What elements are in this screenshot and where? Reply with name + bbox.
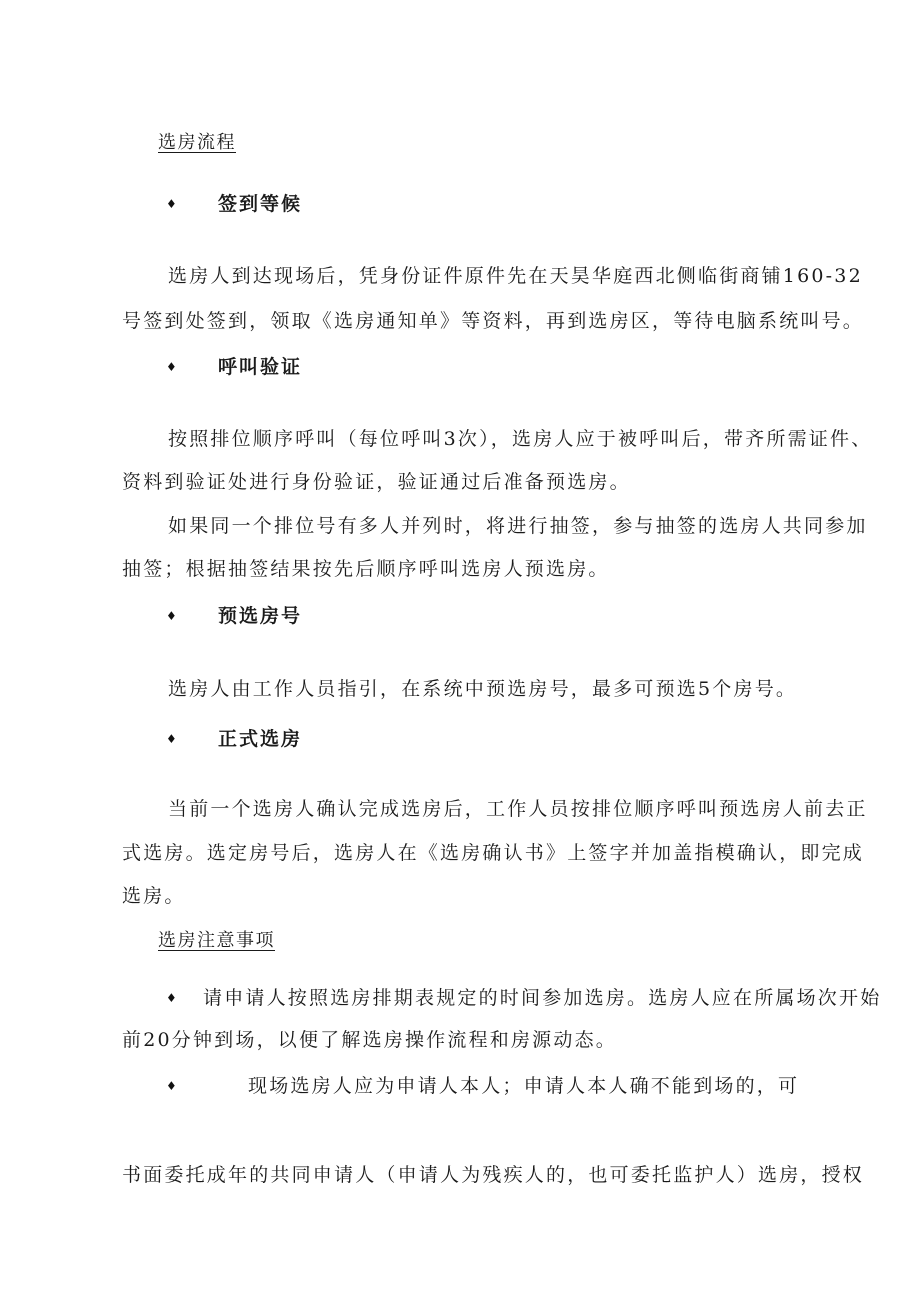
paragraph-line: 如果同一个排位号有多人并列时，将进行抽签，参与抽签的选房人共同参加 [168, 515, 868, 537]
paragraph-line: 选房人到达现场后，凭身份证件原件先在天昊华庭西北侧临街商铺160-32 [168, 265, 863, 287]
diamond-bullet-icon: ♦ [166, 991, 177, 1005]
notice-line: 书面委托成年的共同申请人（申请人为残疾人的，也可委托监护人）选房，授权 [122, 1164, 865, 1186]
notice-line: 现场选房人应为申请人本人；申请人本人确不能到场的，可 [248, 1075, 800, 1097]
notice-line: 请申请人按照选房排期表规定的时间参加选房。选房人应在所属场次开始 [203, 987, 882, 1009]
step-heading-formal: 正式选房 [218, 728, 303, 750]
diamond-bullet-icon: ♦ [166, 197, 177, 211]
diamond-bullet-icon: ♦ [166, 1079, 177, 1093]
paragraph-line: 式选房。选定房号后，选房人在《选房确认书》上签字并加盖指模确认，即完成 [122, 842, 865, 864]
paragraph-line: 按照排位顺序呼叫（每位呼叫3次），选房人应于被呼叫后，带齐所需证件、 [168, 428, 873, 450]
diamond-bullet-icon: ♦ [166, 732, 177, 746]
paragraph-line: 抽签；根据抽签结果按先后顺序呼叫选房人预选房。 [122, 558, 610, 580]
paragraph-line: 资料到验证处进行身份验证，验证通过后准备预选房。 [122, 471, 631, 493]
notice-line: 前20分钟到场，以便了解选房操作流程和房源动态。 [122, 1029, 617, 1051]
paragraph-line: 选房。 [122, 885, 186, 907]
diamond-bullet-icon: ♦ [166, 360, 177, 374]
step-heading-checkin: 签到等候 [218, 193, 303, 215]
section-title-process: 选房流程 [158, 132, 236, 153]
paragraph-line: 选房人由工作人员指引，在系统中预选房号，最多可预选5个房号。 [168, 678, 798, 700]
diamond-bullet-icon: ♦ [166, 609, 177, 623]
paragraph-line: 当前一个选房人确认完成选房后，工作人员按排位顺序呼叫预选房人前去正 [168, 798, 868, 820]
step-heading-preselect: 预选房号 [218, 605, 303, 627]
paragraph-line: 号签到处签到，领取《选房通知单》等资料，再到选房区，等待电脑系统叫号。 [122, 310, 865, 332]
step-heading-verify: 呼叫验证 [218, 356, 303, 378]
section-title-notice: 选房注意事项 [158, 930, 275, 951]
